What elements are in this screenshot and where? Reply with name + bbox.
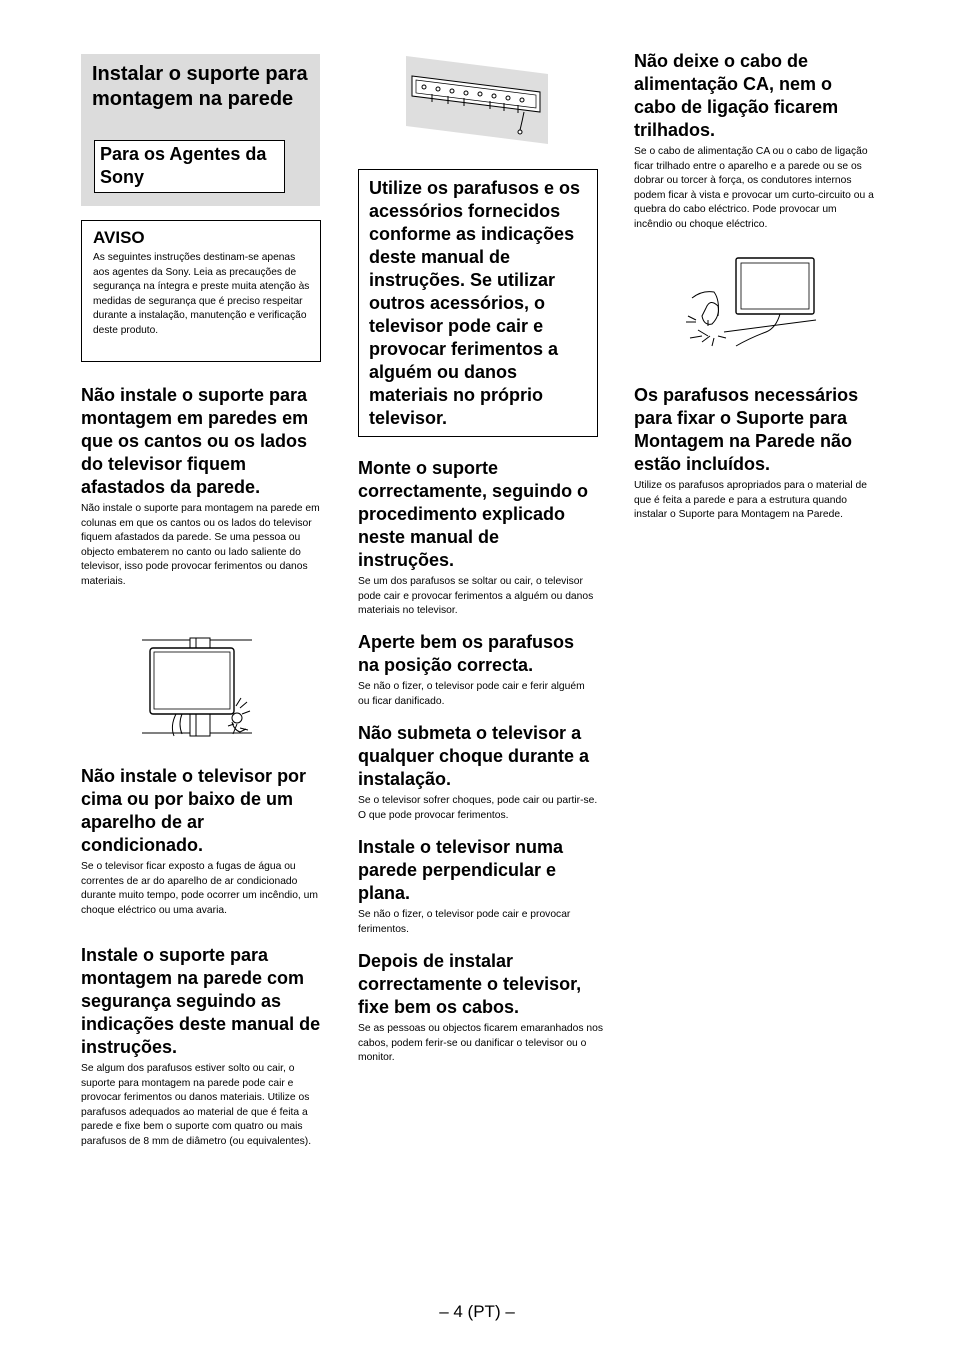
section-text: Se o televisor sofrer choques, pode cair ou partir-se. O que pode provocar ferimentos. <box>358 795 598 821</box>
section-text: Se as pessoas ou objectos ficarem emaranhados nos cabos, podem ferir-se ou danificar o televisor ou o monitor. <box>358 1023 603 1063</box>
section-text: Não instale o suporte para montagem na parede em colunas em que os cantos ou os lados do televisor fiquem afastados da parede. Se uma pessoa ou objecto embaterem no canto ou lado saliente do televisor, isso pode provocar ferimentos ou danos materiais. <box>81 503 320 587</box>
page-title: Instalar o suporte para montagem na parede <box>92 63 308 110</box>
section-secure-mount <box>81 944 321 1149</box>
section-air-conditioner <box>81 765 321 918</box>
section-heading: Instale o televisor numa parede perpendicular e plana. <box>358 837 564 903</box>
page-number: – 4 (PT) – <box>439 1302 515 1321</box>
section-text: Se algum dos parafusos estiver solto ou cair, o suporte para montagem na parede pode cair e provocar ferimentos ou danos materiais. Utilize os parafusos adequados ao material de que é feita a parede e fixe bem o suporte com quatro ou mais parafusos de 8 mm de diâmetro (ou equivalentes). <box>81 1063 312 1147</box>
section-text: Se um dos parafusos se soltar ou cair, o televisor pode cair e provocar ferimentos a alguém ou danos materiais no televisor. <box>358 576 594 616</box>
section-text: Se não o fizer, o televisor pode cair e provocar ferimentos. <box>358 909 571 935</box>
section-screws-not-included <box>634 384 874 523</box>
tv-cable-illustration <box>684 256 818 358</box>
section-heading: Os parafusos necessários para fixar o Suporte para Montagem na Parede não estão incluídos. <box>634 385 859 474</box>
wall-bracket-illustration <box>404 54 550 146</box>
section-cable-trap <box>634 50 874 232</box>
section-flat-wall <box>358 836 598 937</box>
section-text: Se o televisor ficar exposto a fugas de água ou correntes de ar do aparelho de ar condicionado durante muito tempo, pode ocorrer um incêndio, um choque eléctrico ou uma avaria. <box>81 861 318 916</box>
section-heading: Não submeta o televisor a qualquer choque durante a instalação. <box>358 723 590 789</box>
section-no-shock <box>358 722 598 823</box>
section-text: Se não o fizer, o televisor pode cair e ferir alguém ou ficar danificado. <box>358 681 585 707</box>
section-mount-correctly <box>358 457 598 619</box>
aviso-text: As seguintes instruções destinam-se apenas aos agentes da Sony. Leia as precauções de segurança na íntegra e preste muita atenção às medidas de segurança que é preciso respeitar durante a instalação, manutenção e verificação deste produto. <box>93 252 310 336</box>
aviso-heading: AVISO <box>93 228 145 247</box>
section-heading: Não instale o suporte para montagem em paredes em que os cantos ou os lados do televisor fiquem afastados da parede. <box>81 385 309 497</box>
section-heading: Aperte bem os parafusos na posição correcta. <box>358 632 575 675</box>
aviso-box <box>81 220 321 362</box>
section-heading: Depois de instalar correctamente o televisor, fixe bem os cabos. <box>358 951 582 1017</box>
section-heading: Instale o suporte para montagem na parede com segurança seguindo as indicações deste manual de instruções. <box>81 945 321 1057</box>
section-heading: Monte o suporte correctamente, seguindo o procedimento explicado neste manual de instruções. <box>358 458 589 570</box>
section-text: Utilize os parafusos apropriados para o material de que é feita a parede e para a estrutura quando instalar o Suporte para Montagem na Parede. <box>634 480 867 520</box>
section-corners <box>81 384 321 589</box>
section-heading: Não instale o televisor por cima ou por baixo de um aparelho de ar condicionado. <box>81 766 307 855</box>
section-tighten-screws <box>358 631 598 709</box>
warning-box <box>358 169 598 437</box>
warning-text: Utilize os parafusos e os acessórios fornecidos conforme as indicações deste manual de instruções. Se utilizar outros acessórios, o televisor pode cair e provocar ferimentos a alguém ou danos materiais no próprio televisor. <box>369 178 581 428</box>
subtitle-box: Para os Agentes da Sony <box>94 140 285 193</box>
section-heading: Não deixe o cabo de alimentação CA, nem o cabo de ligação ficarem trilhados. <box>634 51 839 140</box>
tv-on-column-illustration <box>140 636 258 742</box>
title-box <box>81 54 320 206</box>
section-secure-cables <box>358 950 603 1066</box>
section-text: Se o cabo de alimentação CA ou o cabo de ligação ficar trilhado entre o aparelho e a parede ou se os dobrar ou torcer à força, os condutores internos podem ficar à vista e provocar um curto-circuito ou a quebra do cabo eléctrico. Pode provocar um incêndio ou choque eléctrico. <box>634 146 874 230</box>
